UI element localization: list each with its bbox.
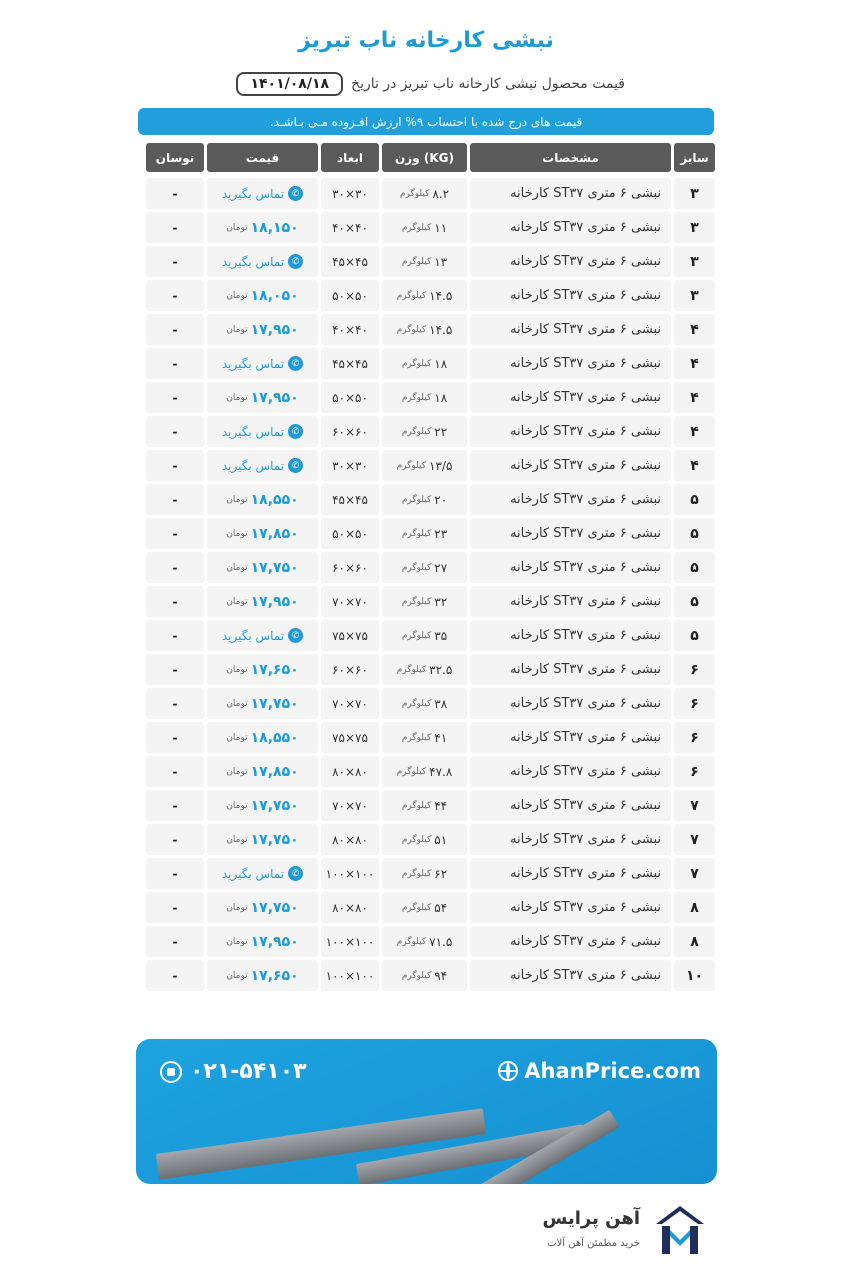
- table-row: [137, 416, 715, 447]
- cell-change: -: [146, 348, 204, 379]
- cell-change: -: [146, 824, 204, 855]
- phone-icon: ✆: [288, 254, 303, 269]
- cell-spec: نبشی ۶ متری ST۳۷ کارخانه: [470, 722, 671, 753]
- cell-spec: نبشی ۶ متری ST۳۷ کارخانه: [470, 484, 671, 515]
- phone-icon: ✆: [288, 628, 303, 643]
- call-button[interactable]: [222, 186, 303, 201]
- table-row: [137, 518, 715, 549]
- table-row: [137, 654, 715, 685]
- weight-unit: کیلوگرم: [401, 868, 432, 879]
- call-button[interactable]: [222, 458, 303, 473]
- cell-dims: ۷۰×۷۰: [321, 586, 379, 617]
- cell-dims: ۵۰×۵۰: [321, 382, 379, 413]
- cell-dims: ۷۵×۷۵: [321, 722, 379, 753]
- weight-unit: کیلوگرم: [401, 630, 432, 641]
- cell-size: ۸: [674, 892, 715, 923]
- weight-value: ۴۷.۸: [429, 764, 453, 779]
- cell-size: ۵: [674, 620, 715, 651]
- weight-unit: کیلوگرم: [401, 562, 432, 573]
- cell-spec: نبشی ۶ متری ST۳۷ کارخانه: [470, 212, 671, 243]
- header-weight: وزن (KG): [382, 143, 467, 172]
- cell-weight: [382, 858, 467, 889]
- cell-weight: [382, 756, 467, 787]
- price-unit: تومان: [226, 324, 248, 335]
- weight-value: ۸.۲: [432, 186, 450, 201]
- cell-change: -: [146, 960, 204, 991]
- cell-dims: ۸۰×۸۰: [321, 892, 379, 923]
- cell-weight: [382, 654, 467, 685]
- weight-unit: کیلوگرم: [401, 698, 432, 709]
- weight-unit: کیلوگرم: [401, 426, 432, 437]
- call-label: تماس بگیرید: [221, 628, 285, 643]
- cell-dims: ۴۵×۴۵: [321, 484, 379, 515]
- cell-size: ۴: [674, 416, 715, 447]
- cell-price: [207, 892, 318, 923]
- cell-change: -: [146, 756, 204, 787]
- phone-icon: ✆: [288, 458, 303, 473]
- cell-size: ۳: [674, 178, 715, 209]
- table-row: [137, 552, 715, 583]
- cell-spec: نبشی ۶ متری ST۳۷ کارخانه: [470, 246, 671, 277]
- weight-value: ۱۴.۵: [429, 288, 453, 303]
- table-row: [137, 688, 715, 719]
- cell-price: [207, 756, 318, 787]
- price-value: ۱۷,۷۵۰: [250, 695, 299, 712]
- promo-banner: [136, 1039, 717, 1184]
- cell-price: [207, 858, 318, 889]
- cell-change: -: [146, 280, 204, 311]
- price-unit: تومان: [226, 766, 248, 777]
- cell-change: -: [146, 552, 204, 583]
- price-unit: تومان: [226, 290, 248, 301]
- phone-icon: ✆: [288, 866, 303, 881]
- cell-dims: ۸۰×۸۰: [321, 824, 379, 855]
- cell-size: ۱۰: [674, 960, 715, 991]
- weight-unit: کیلوگرم: [396, 664, 427, 675]
- table-row: [137, 620, 715, 651]
- call-button[interactable]: [222, 866, 303, 881]
- globe-icon: [498, 1061, 518, 1081]
- table-row: [137, 246, 715, 277]
- table-row: [137, 450, 715, 481]
- cell-spec: نبشی ۶ متری ST۳۷ کارخانه: [470, 654, 671, 685]
- cell-spec: نبشی ۶ متری ST۳۷ کارخانه: [470, 824, 671, 855]
- weight-value: ۱۸: [434, 390, 448, 405]
- price-unit: تومان: [226, 664, 248, 675]
- cell-dims: ۱۰۰×۱۰۰: [321, 926, 379, 957]
- weight-unit: کیلوگرم: [396, 290, 427, 301]
- price-unit: تومان: [226, 834, 248, 845]
- cell-spec: نبشی ۶ متری ST۳۷ کارخانه: [470, 552, 671, 583]
- cell-change: -: [146, 450, 204, 481]
- cell-price: [207, 552, 318, 583]
- table-row: [137, 382, 715, 413]
- weight-value: ۲۰: [434, 492, 448, 507]
- table-body: [137, 178, 715, 991]
- cell-spec: نبشی ۶ متری ST۳۷ کارخانه: [470, 756, 671, 787]
- cell-dims: ۷۵×۷۵: [321, 620, 379, 651]
- call-label: تماس بگیرید: [221, 356, 285, 371]
- weight-unit: کیلوگرم: [401, 494, 432, 505]
- cell-dims: ۴۰×۴۰: [321, 212, 379, 243]
- table-row: [137, 790, 715, 821]
- price-value: ۱۷,۹۵۰: [250, 389, 299, 406]
- banner-phone-number: ۰۲۱-۵۴۱۰۳: [190, 1059, 307, 1084]
- cell-change: -: [146, 688, 204, 719]
- table-row: [137, 586, 715, 617]
- cell-weight: [382, 620, 467, 651]
- weight-value: ۲۲: [434, 424, 448, 439]
- table-row: [137, 824, 715, 855]
- weight-unit: کیلوگرم: [401, 358, 432, 369]
- cell-price: [207, 484, 318, 515]
- cell-spec: نبشی ۶ متری ST۳۷ کارخانه: [470, 314, 671, 345]
- cell-size: ۵: [674, 518, 715, 549]
- cell-weight: [382, 382, 467, 413]
- cell-spec: نبشی ۶ متری ST۳۷ کارخانه: [470, 790, 671, 821]
- cell-weight: [382, 178, 467, 209]
- weight-unit: کیلوگرم: [401, 528, 432, 539]
- weight-unit: کیلوگرم: [401, 222, 432, 233]
- cell-change: -: [146, 518, 204, 549]
- header-price: قیمت: [207, 143, 318, 172]
- cell-size: ۷: [674, 858, 715, 889]
- table-row: [137, 212, 715, 243]
- call-label: تماس بگیرید: [221, 424, 285, 439]
- weight-value: ۱۳: [434, 254, 448, 269]
- weight-value: ۴۱: [434, 730, 448, 745]
- cell-dims: ۶۰×۶۰: [321, 552, 379, 583]
- weight-value: ۱۴.۵: [429, 322, 453, 337]
- weight-value: ۳۸: [434, 696, 448, 711]
- banner-site[interactable]: [498, 1059, 701, 1083]
- cell-change: -: [146, 620, 204, 651]
- cell-price: [207, 518, 318, 549]
- cell-weight: [382, 960, 467, 991]
- cell-dims: ۳۰×۳۰: [321, 178, 379, 209]
- cell-spec: نبشی ۶ متری ST۳۷ کارخانه: [470, 620, 671, 651]
- weight-value: ۹۴: [434, 968, 448, 983]
- logo-house-icon: [652, 1202, 708, 1258]
- table-header: [137, 143, 715, 172]
- cell-size: ۶: [674, 688, 715, 719]
- price-value: ۱۸,۰۵۰: [250, 287, 299, 304]
- cell-price: [207, 348, 318, 379]
- price-value: ۱۷,۹۵۰: [250, 593, 299, 610]
- cell-size: ۶: [674, 756, 715, 787]
- table-row: [137, 858, 715, 889]
- cell-price: [207, 246, 318, 277]
- logo-name: آهن پرایس: [542, 1208, 640, 1229]
- weight-unit: کیلوگرم: [396, 460, 427, 471]
- price-unit: تومان: [226, 222, 248, 233]
- cell-spec: نبشی ۶ متری ST۳۷ کارخانه: [470, 586, 671, 617]
- date-badge: ۱۴۰۱/۰۸/۱۸: [236, 72, 343, 96]
- subtitle-line: [230, 70, 625, 98]
- table-row: [137, 892, 715, 923]
- cell-spec: نبشی ۶ متری ST۳۷ کارخانه: [470, 382, 671, 413]
- price-unit: تومان: [226, 936, 248, 947]
- table-row: [137, 314, 715, 345]
- cell-size: ۴: [674, 348, 715, 379]
- cell-price: [207, 620, 318, 651]
- cell-spec: نبشی ۶ متری ST۳۷ کارخانه: [470, 416, 671, 447]
- cell-size: ۳: [674, 246, 715, 277]
- weight-value: ۶۲: [434, 866, 448, 881]
- vat-notice: قیمت های درج شده با احتساب ۹% ارزش افـزوده مـی بـاشـد.: [138, 108, 714, 135]
- cell-size: ۴: [674, 450, 715, 481]
- cell-price: [207, 722, 318, 753]
- cell-size: ۶: [674, 722, 715, 753]
- weight-unit: کیلوگرم: [396, 936, 427, 947]
- brand-logo: [528, 1202, 708, 1262]
- call-label: تماس بگیرید: [221, 458, 285, 473]
- cell-change: -: [146, 484, 204, 515]
- table-row: [137, 280, 715, 311]
- cell-price: [207, 790, 318, 821]
- phone-icon: ✆: [288, 186, 303, 201]
- price-value: ۱۷,۷۵۰: [250, 797, 299, 814]
- table-row: [137, 722, 715, 753]
- price-value: ۱۸,۱۵۰: [250, 219, 299, 236]
- cell-dims: ۴۵×۴۵: [321, 246, 379, 277]
- cell-size: ۷: [674, 790, 715, 821]
- weight-unit: کیلوگرم: [401, 732, 432, 743]
- call-button[interactable]: [222, 356, 303, 371]
- cell-change: -: [146, 212, 204, 243]
- call-button[interactable]: [222, 254, 303, 269]
- weight-value: ۴۴: [434, 798, 448, 813]
- cell-dims: ۷۰×۷۰: [321, 688, 379, 719]
- cell-size: ۷: [674, 824, 715, 855]
- cell-weight: [382, 926, 467, 957]
- cell-spec: نبشی ۶ متری ST۳۷ کارخانه: [470, 178, 671, 209]
- table-row: [137, 178, 715, 209]
- cell-price: [207, 280, 318, 311]
- weight-value: ۵۴: [434, 900, 448, 915]
- cell-size: ۶: [674, 654, 715, 685]
- price-unit: تومان: [226, 970, 248, 981]
- cell-price: [207, 926, 318, 957]
- price-unit: تومان: [226, 392, 248, 403]
- price-value: ۱۷,۹۵۰: [250, 321, 299, 338]
- price-unit: تومان: [226, 732, 248, 743]
- cell-dims: ۴۰×۴۰: [321, 314, 379, 345]
- weight-unit: کیلوگرم: [401, 902, 432, 913]
- cell-change: -: [146, 926, 204, 957]
- cell-dims: ۳۰×۳۰: [321, 450, 379, 481]
- cell-size: ۴: [674, 382, 715, 413]
- cell-weight: [382, 280, 467, 311]
- page-title: نبشی کارخانه ناب تبریز: [298, 28, 554, 53]
- price-value: ۱۸,۵۵۰: [250, 491, 299, 508]
- phone-icon: [160, 1061, 182, 1083]
- price-unit: تومان: [226, 562, 248, 573]
- price-value: ۱۷,۷۵۰: [250, 559, 299, 576]
- table-row: [137, 484, 715, 515]
- cell-spec: نبشی ۶ متری ST۳۷ کارخانه: [470, 858, 671, 889]
- cell-weight: [382, 348, 467, 379]
- weight-value: ۵۱: [434, 832, 448, 847]
- cell-spec: نبشی ۶ متری ST۳۷ کارخانه: [470, 926, 671, 957]
- cell-change: -: [146, 246, 204, 277]
- cell-size: ۵: [674, 552, 715, 583]
- cell-price: [207, 178, 318, 209]
- cell-change: -: [146, 892, 204, 923]
- cell-weight: [382, 586, 467, 617]
- cell-spec: نبشی ۶ متری ST۳۷ کارخانه: [470, 960, 671, 991]
- price-value: ۱۸,۵۵۰: [250, 729, 299, 746]
- banner-phone[interactable]: [160, 1059, 307, 1084]
- weight-value: ۳۵: [434, 628, 448, 643]
- weight-unit: کیلوگرم: [401, 834, 432, 845]
- price-unit: تومان: [226, 902, 248, 913]
- weight-unit: کیلوگرم: [401, 800, 432, 811]
- header-spec: مشخصات: [470, 143, 671, 172]
- weight-unit: کیلوگرم: [399, 188, 430, 199]
- price-unit: تومان: [226, 528, 248, 539]
- cell-weight: [382, 416, 467, 447]
- cell-change: -: [146, 790, 204, 821]
- cell-size: ۵: [674, 484, 715, 515]
- cell-size: ۵: [674, 586, 715, 617]
- cell-weight: [382, 484, 467, 515]
- cell-weight: [382, 246, 467, 277]
- cell-weight: [382, 314, 467, 345]
- cell-weight: [382, 212, 467, 243]
- price-value: ۱۷,۶۵۰: [250, 661, 299, 678]
- weight-value: ۳۲.۵: [429, 662, 453, 677]
- price-value: ۱۷,۸۵۰: [250, 525, 299, 542]
- header-change: نوسان: [146, 143, 204, 172]
- price-value: ۱۷,۸۵۰: [250, 763, 299, 780]
- cell-price: [207, 314, 318, 345]
- cell-change: -: [146, 586, 204, 617]
- price-unit: تومان: [226, 596, 248, 607]
- cell-price: [207, 824, 318, 855]
- cell-change: -: [146, 178, 204, 209]
- phone-icon: ✆: [288, 424, 303, 439]
- cell-change: -: [146, 722, 204, 753]
- table-row: [137, 926, 715, 957]
- price-value: ۱۷,۷۵۰: [250, 899, 299, 916]
- price-unit: تومان: [226, 698, 248, 709]
- weight-unit: کیلوگرم: [396, 324, 427, 335]
- cell-change: -: [146, 382, 204, 413]
- cell-dims: ۷۰×۷۰: [321, 790, 379, 821]
- weight-value: ۱۸: [434, 356, 448, 371]
- weight-value: ۱۱: [434, 220, 448, 235]
- price-unit: تومان: [226, 494, 248, 505]
- cell-price: [207, 654, 318, 685]
- cell-change: -: [146, 314, 204, 345]
- cell-dims: ۵۰×۵۰: [321, 280, 379, 311]
- weight-unit: کیلوگرم: [401, 256, 432, 267]
- cell-weight: [382, 824, 467, 855]
- logo-tagline: خرید مطمئن آهن آلات: [547, 1238, 640, 1249]
- cell-weight: [382, 892, 467, 923]
- weight-unit: کیلوگرم: [401, 970, 432, 981]
- cell-spec: نبشی ۶ متری ST۳۷ کارخانه: [470, 892, 671, 923]
- cell-dims: ۶۰×۶۰: [321, 416, 379, 447]
- table-row: [137, 756, 715, 787]
- cell-weight: [382, 790, 467, 821]
- cell-price: [207, 416, 318, 447]
- cell-spec: نبشی ۶ متری ST۳۷ کارخانه: [470, 450, 671, 481]
- price-value: ۱۷,۹۵۰: [250, 933, 299, 950]
- cell-weight: [382, 518, 467, 549]
- cell-price: [207, 688, 318, 719]
- cell-size: ۸: [674, 926, 715, 957]
- cell-weight: [382, 688, 467, 719]
- cell-size: ۳: [674, 212, 715, 243]
- cell-dims: ۸۰×۸۰: [321, 756, 379, 787]
- cell-price: [207, 450, 318, 481]
- subtitle-text: قیمت محصول نبشی کارخانه ناب تبریز در تاریخ: [351, 76, 625, 92]
- weight-unit: کیلوگرم: [401, 596, 432, 607]
- header-dims: ابعاد: [321, 143, 379, 172]
- cell-spec: نبشی ۶ متری ST۳۷ کارخانه: [470, 688, 671, 719]
- weight-value: ۳۲: [434, 594, 448, 609]
- cell-price: [207, 382, 318, 413]
- cell-change: -: [146, 858, 204, 889]
- cell-price: [207, 960, 318, 991]
- table-row: [137, 348, 715, 379]
- cell-change: -: [146, 654, 204, 685]
- cell-spec: نبشی ۶ متری ST۳۷ کارخانه: [470, 280, 671, 311]
- weight-value: ۷۱.۵: [429, 934, 453, 949]
- weight-unit: کیلوگرم: [401, 392, 432, 403]
- table-row: [137, 960, 715, 991]
- cell-change: -: [146, 416, 204, 447]
- price-value: ۱۷,۶۵۰: [250, 967, 299, 984]
- cell-spec: نبشی ۶ متری ST۳۷ کارخانه: [470, 348, 671, 379]
- price-unit: تومان: [226, 800, 248, 811]
- cell-weight: [382, 552, 467, 583]
- call-button[interactable]: [222, 424, 303, 439]
- price-value: ۱۷,۷۵۰: [250, 831, 299, 848]
- weight-value: ۱۳/۵: [429, 458, 453, 473]
- weight-unit: کیلوگرم: [396, 766, 427, 777]
- cell-dims: ۵۰×۵۰: [321, 518, 379, 549]
- cell-size: ۴: [674, 314, 715, 345]
- cell-price: [207, 212, 318, 243]
- phone-icon: ✆: [288, 356, 303, 371]
- call-label: تماس بگیرید: [221, 866, 285, 881]
- call-label: تماس بگیرید: [221, 254, 285, 269]
- banner-site-url: AhanPrice.com: [524, 1059, 701, 1083]
- price-table: [137, 143, 715, 994]
- cell-weight: [382, 722, 467, 753]
- call-button[interactable]: [222, 628, 303, 643]
- cell-price: [207, 586, 318, 617]
- cell-dims: ۴۵×۴۵: [321, 348, 379, 379]
- header-size: سایز: [674, 143, 715, 172]
- weight-value: ۲۷: [434, 560, 448, 575]
- cell-spec: نبشی ۶ متری ST۳۷ کارخانه: [470, 518, 671, 549]
- call-label: تماس بگیرید: [221, 186, 285, 201]
- cell-weight: [382, 450, 467, 481]
- weight-value: ۲۳: [434, 526, 448, 541]
- cell-dims: ۶۰×۶۰: [321, 654, 379, 685]
- cell-size: ۳: [674, 280, 715, 311]
- cell-dims: ۱۰۰×۱۰۰: [321, 960, 379, 991]
- cell-dims: ۱۰۰×۱۰۰: [321, 858, 379, 889]
